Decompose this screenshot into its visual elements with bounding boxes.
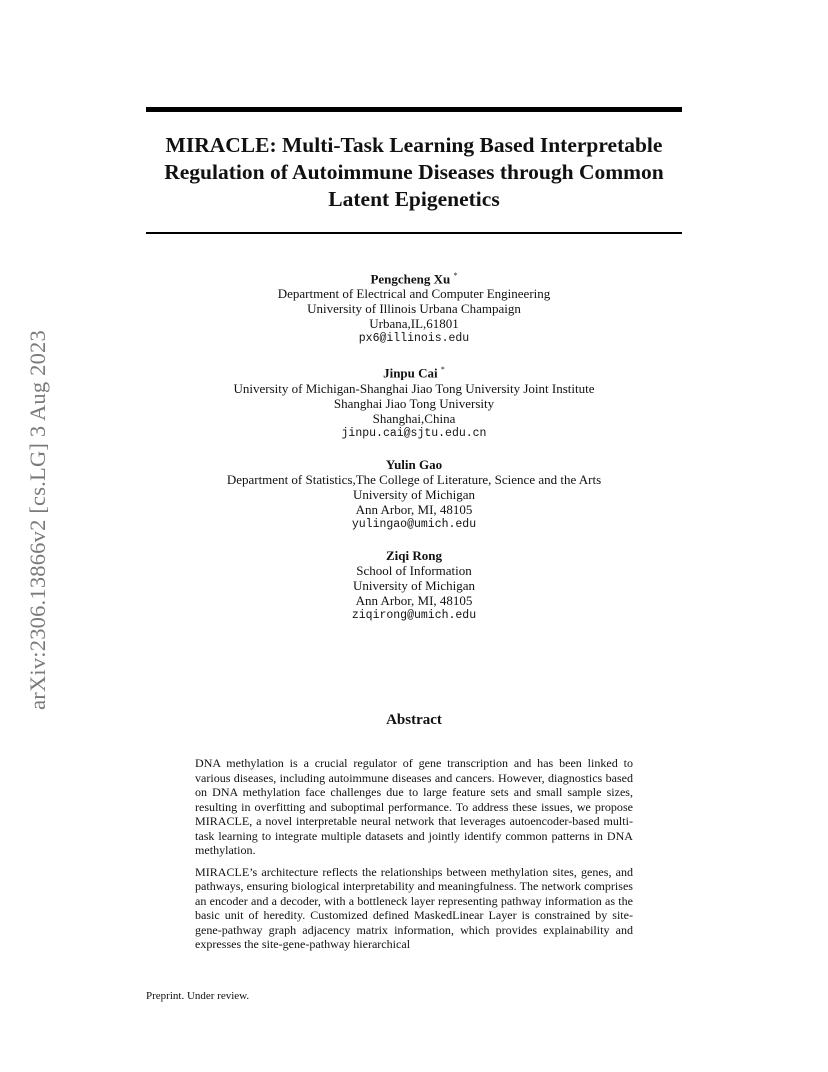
author-affiliation: Ann Arbor, MI, 48105	[355, 501, 473, 517]
author-block	[130, 548, 698, 623]
title-line: Latent Epigenetics	[328, 187, 500, 211]
author-name: Jinpu Cai	[383, 365, 438, 381]
arxiv-stamp: arXiv:2306.13866v2 [cs.LG] 3 Aug 2023	[25, 330, 50, 710]
equal-contribution-mark: *	[440, 365, 445, 375]
author-name: Yulin Gao	[385, 456, 443, 472]
author-list	[130, 268, 698, 639]
author-affiliation: Shanghai,China	[372, 410, 456, 426]
author-affiliation: Department of Electrical and Computer Engineering	[277, 286, 551, 302]
title-bottom-rule	[146, 232, 682, 234]
title-line: MIRACLE: Multi-Task Learning Based Interpretable	[165, 133, 663, 157]
author-name: Ziqi Rong	[386, 547, 442, 563]
author-affiliation: Shanghai Jiao Tong University	[333, 395, 495, 411]
equal-contribution-mark: *	[453, 271, 458, 280]
author-affiliation: University of Michigan	[352, 486, 476, 502]
abstract-paragraph: MIRACLE’s architecture reflects the relationships between methylation sites, genes, and pathways, ensuring biological interpretability and meaningfulness. The network comprises an encoder and a decoder, with a bottleneck layer representing pathway information as the basic unit of heredity. Customized defined MaskedLinear Layer is constrained by site-gene-pathway graph adjacency matrix information, which provides explainability and expresses the site-gene-pathway hierarchical	[195, 864, 633, 951]
author-affiliation: Ann Arbor, MI, 48105	[355, 592, 473, 608]
author-affiliation: University of Michigan-Shanghai Jiao Tong University Joint Institute	[233, 380, 595, 396]
top-rule	[146, 107, 682, 112]
author-block	[130, 362, 698, 440]
abstract-paragraph: DNA methylation is a crucial regulator of gene transcription and has been linked to various diseases, including autoimmune diseases and cancers. However, diagnostics based on DNA methylation face challenges due to large feature sets and small sample sizes, resulting in overfitting and suboptimal performance. To address these issues, we propose MIRACLE, a novel interpretable neural network that leverages autoencoder-based multi-task learning to integrate multiple datasets and jointly identify common patterns in DNA methylation.	[195, 756, 633, 857]
author-affiliation: Urbana,IL,61801	[369, 316, 459, 332]
abstract-heading: Abstract	[386, 712, 442, 728]
author-email[interactable]: px6@illinois.edu	[358, 332, 470, 346]
author-affiliation: Department of Statistics,The College of Literature, Science and the Arts	[226, 471, 602, 487]
abstract-body	[195, 756, 633, 959]
author-affiliation: University of Illinois Urbana Champaign	[307, 301, 521, 317]
author-email[interactable]: ziqirong@umich.edu	[351, 608, 477, 622]
author-block	[130, 457, 698, 532]
author-email[interactable]: yulingao@umich.edu	[351, 517, 477, 531]
author-name: Pengcheng Xu	[370, 271, 451, 287]
author-affiliation: University of Michigan	[352, 577, 476, 593]
title-line: Regulation of Autoimmune Diseases through Common	[164, 160, 664, 184]
author-block	[130, 268, 698, 346]
author-affiliation: School of Information	[356, 562, 472, 578]
author-email[interactable]: jinpu.cai@sjtu.edu.cn	[341, 426, 487, 440]
preprint-footer: Preprint. Under review.	[146, 990, 250, 1002]
paper-title	[130, 132, 698, 213]
